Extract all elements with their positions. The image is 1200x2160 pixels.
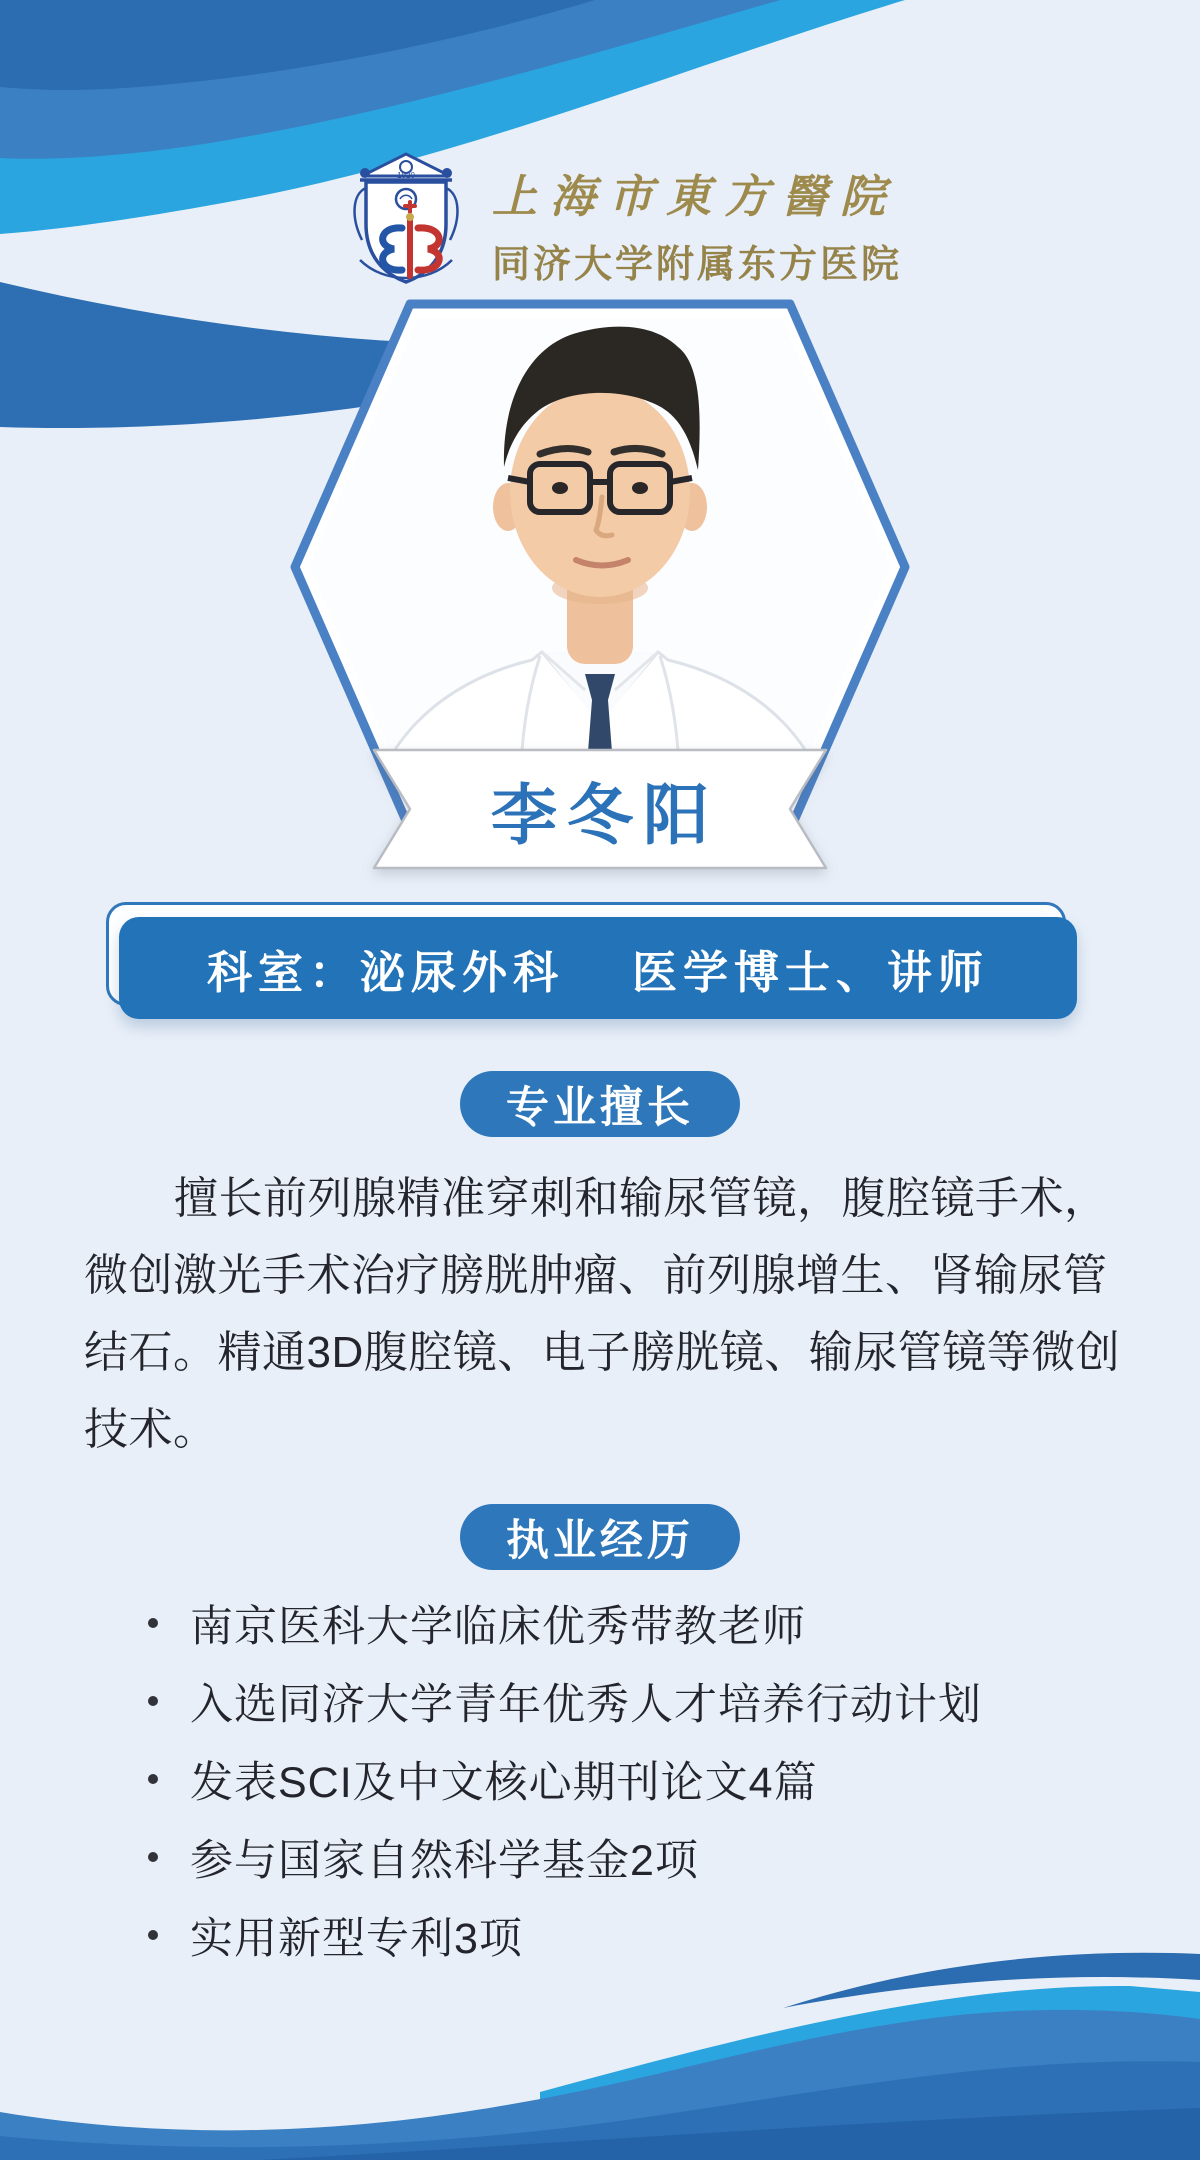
expertise-line: 微创激光手术治疗膀胱肿瘤、前列腺增生、肾输尿管: [84, 1251, 1108, 1300]
bullet-icon: [148, 1696, 158, 1706]
list-item-text: 实用新型专利3项: [190, 1914, 523, 1963]
hospital-crest-icon: [342, 146, 470, 288]
name-ribbon: [368, 746, 832, 872]
list-item-text: 参与国家自然科学基金2项: [190, 1836, 699, 1885]
department-banner: [106, 902, 1084, 1022]
list-item-text: 南京医科大学临床优秀带教老师: [190, 1602, 806, 1651]
list-item: [148, 1896, 1128, 1974]
bullet-icon: [148, 1930, 158, 1940]
bullet-icon: [148, 1774, 158, 1784]
section-title-expertise: 专业擅长: [460, 1071, 740, 1137]
hospital-name-traditional: 上海市東方醫院: [492, 170, 899, 223]
experience-list: [148, 1584, 1128, 1974]
bullet-icon: [148, 1618, 158, 1628]
list-item: [148, 1662, 1128, 1740]
list-item: [148, 1584, 1128, 1662]
doctor-titles: 医学博士、讲师: [632, 946, 990, 998]
hospital-name-simplified: 同济大学附属东方医院: [492, 244, 903, 286]
bullet-icon: [148, 1852, 158, 1862]
crest-year: 1920: [397, 171, 415, 180]
list-item-text: 入选同济大学青年优秀人才培养行动计划: [190, 1680, 982, 1729]
list-item-text: 发表SCI及中文核心期刊论文4篇: [190, 1758, 818, 1807]
department-label: 科室：泌尿外科: [206, 946, 564, 998]
list-item: [148, 1740, 1128, 1818]
doctor-name: 李冬阳: [491, 775, 719, 854]
hospital-brand: [492, 160, 952, 288]
list-item: [148, 1818, 1128, 1896]
section-title-experience: 执业经历: [460, 1504, 740, 1570]
expertise-line: 技术。: [84, 1405, 218, 1454]
department-banner-main: [119, 917, 1077, 1019]
expertise-line: 结石。精通3D腹腔镜、电子膀胱镜、输尿管镜等微创: [84, 1328, 1121, 1377]
expertise-paragraph: [84, 1160, 1121, 1468]
expertise-line: 擅长前列腺精准穿刺和输尿管镜，腹腔镜手术，: [174, 1174, 1109, 1223]
